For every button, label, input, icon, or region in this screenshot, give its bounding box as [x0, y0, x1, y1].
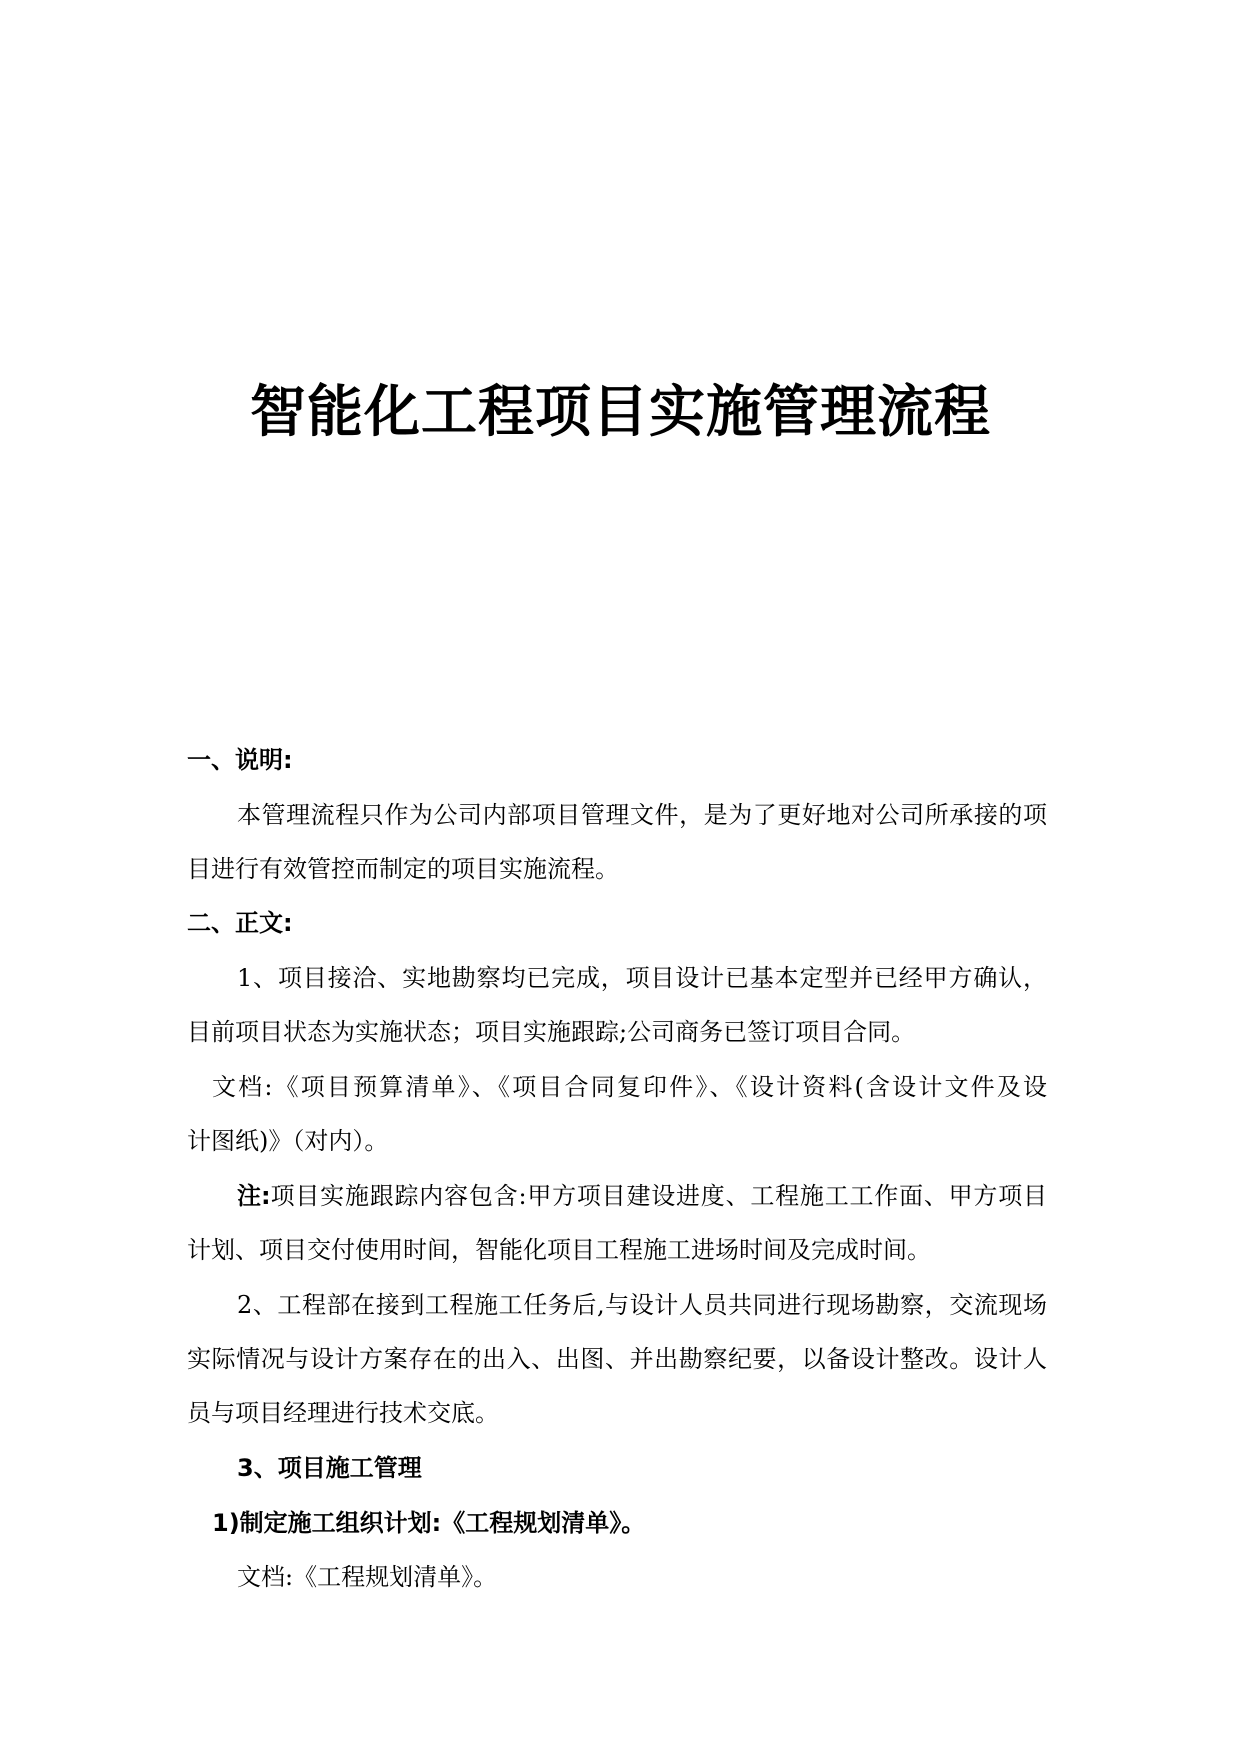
section-1-paragraph-line-2: 目进行有效管控而制定的项目实施流程。: [187, 855, 619, 883]
section-3-heading: 3、项目施工管理: [237, 1454, 422, 1482]
document-title: 智能化工程项目实施管理流程: [250, 380, 991, 445]
section-2-documents-line-2: 计图纸)》（对内）。: [187, 1127, 389, 1155]
section-3-subitem-1: 1)制定施工组织计划:《工程规划清单》。: [212, 1509, 646, 1537]
section-1-heading: 一、说明:: [187, 746, 293, 774]
section-2-item-2-line-1: 2、工程部在接到工程施工任务后,与设计人员共同进行现场勘察，交流现场: [237, 1291, 1047, 1319]
section-2-item-1-line-1: 1、项目接洽、实地勘察均已完成，项目设计已基本定型并已经甲方确认，: [237, 964, 1047, 992]
section-2-heading: 二、正文:: [187, 909, 293, 937]
section-2-documents-line-1: 文档:《项目预算清单》、《项目合同复印件》、《设计资料(含设计文件及设: [212, 1073, 1047, 1101]
section-2-item-2-line-2: 实际情况与设计方案存在的出入、出图、并出勘察纪要，以备设计整改。设计人: [187, 1345, 1047, 1373]
section-3-documents: 文档:《工程规划清单》。: [237, 1563, 498, 1591]
section-2-item-1-line-2: 目前项目状态为实施状态；项目实施跟踪;公司商务已签订项目合同。: [187, 1018, 916, 1046]
section-2-item-2-line-3: 员与项目经理进行技术交底。: [187, 1399, 499, 1427]
note-label: 注:: [237, 1182, 271, 1210]
note-text-line-1: 项目实施跟踪内容包含:甲方项目建设进度、工程施工工作面、甲方项目: [270, 1182, 1047, 1210]
note-line-2: 计划、项目交付使用时间，智能化项目工程施工进场时间及完成时间。: [187, 1236, 931, 1264]
note-line-1: [237, 1180, 1047, 1212]
section-1-paragraph-line-1: 本管理流程只作为公司内部项目管理文件，是为了更好地对公司所承接的项: [237, 801, 1047, 829]
